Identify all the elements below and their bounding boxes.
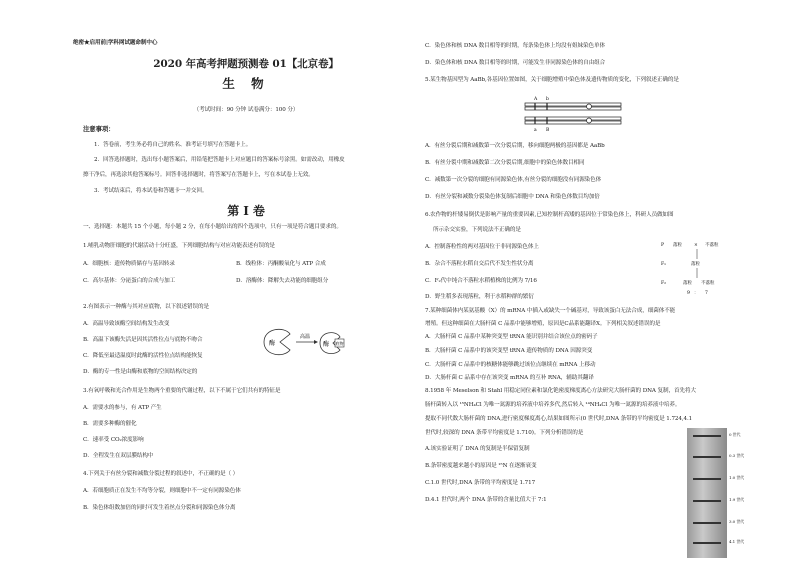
q4-option-b: B．染色体组数加倍的同时可发生着丝点分裂和同源染色体分离 <box>83 505 236 511</box>
f2-left: 落粒 <box>683 281 692 286</box>
q6-option-d: D．野生稻多表现落粒，利于水稻种群的繁衍 <box>425 294 534 300</box>
f2-right: 不落粒 <box>701 281 715 286</box>
gene-B-label: B <box>546 128 550 133</box>
q2-option-a: A．高温导致该酶空间结构发生改变 <box>83 321 170 327</box>
q8-option-c: C.1.0 世代时,DNA 条带的平均密度是 1.717 <box>425 480 536 486</box>
heat-label: 高温 <box>300 334 311 340</box>
gene-A-label: A <box>534 97 538 102</box>
ratio-sep: ： <box>694 291 699 296</box>
chromatid-3 <box>525 117 621 120</box>
q4-stem: 4.下列关于有丝分裂和减数分裂过程的叙述中，不正确的是（ ） <box>83 471 239 477</box>
gel-label-4: 3.0 世代 <box>729 519 745 524</box>
gene-b-label: b <box>546 97 549 102</box>
enzyme-shape-normal <box>264 329 290 354</box>
q5-option-a: A．有丝分裂后期和减数第一次分裂后期，移向细胞两极的基因都是 AaBb <box>425 143 605 149</box>
q8-option-d: D.4.1 世代时,两个 DNA 条带的含量比值大于 7:1 <box>425 497 547 503</box>
chromatid-4 <box>525 121 621 124</box>
q8-option-a: A.该实验证明了 DNA 的复制是半保留复制 <box>425 446 530 452</box>
f1-value: 落粒 <box>691 262 700 267</box>
paper-title: 2020 年高考押题预测卷 01【北京卷】 <box>153 58 339 70</box>
q6-option-c: C．F₂代中纯合不落粒水稻植株的比例为 7/16 <box>425 278 537 284</box>
q2-option-b: B．高温下该酶失活是因其活性位点与底物不吻合 <box>83 337 203 343</box>
q1-option-d: D．溶酶体：降解失去功能的细胞组分 <box>236 278 329 284</box>
notice-2: 2．回答选择题时，选出每小题答案后，用铅笔把答题卡上对应题目的答案标号涂黑。如需改动，用橡皮 <box>94 157 345 163</box>
gel-label-3: 1.9 世代 <box>729 497 745 502</box>
chromatid-2 <box>525 107 621 110</box>
gel-label-5: 4.1 世代 <box>729 539 745 544</box>
notice-2-cont: 擦干净后，再选涂其他答案标号。回答非选择题时，将答案写在答题卡上，写在本试卷上无效。 <box>83 172 314 178</box>
gel-strip <box>687 428 727 558</box>
q8-stem-1: 8.1958 年 Meselson 和 Stahl 用稳定同位素和氯化铯密度梯度离心方法研究大肠杆菌的 DNA 复制，首先将大 <box>425 388 696 394</box>
q8-option-b: B.条带密度越来越小的原因是 ¹⁵N 在逐渐衰变 <box>425 463 537 469</box>
secret-label: 绝密★启用前|学科网试题命制中心 <box>73 40 158 46</box>
gel-label-0: 0 世代 <box>729 432 741 437</box>
notice-1: 1．答卷前，考生务必将自己的姓名、准考证号填写在答题卡上。 <box>94 142 252 148</box>
q1-option-b: B．线粒体：丙酮酸氧化与 ATP 合成 <box>236 261 326 267</box>
p-left: 落粒 <box>673 243 682 248</box>
q6-stem-1: 6.农作物的杆矮易倒伏是影响产量的重要因素,已知控制杆高矮的基因位于常染色体上，科研人员做如图 <box>425 212 674 218</box>
q7-option-d: D．大肠杆菌 C 品系中存在该突变 mRNA 的互补 RNA，辅助其翻译 <box>425 375 594 381</box>
q7-option-c: C．大肠杆菌 C 品系中的核糖体能够跳过该位点继续在 mRNA 上移动 <box>425 362 596 368</box>
chromatid-1 <box>525 103 621 106</box>
cross-diagram <box>661 238 739 300</box>
q7-stem-2: 增殖。但这种细菌在大肠杆菌 C 品系中能够增殖，原因是C品系能翻译X。下列相关叙述错误的是 <box>425 321 661 327</box>
q4-option-a: A．若细胞质正在发生不均等分裂，则细胞中不一定有同源染色体 <box>83 488 241 494</box>
subject-title: 生 物 <box>222 76 270 91</box>
exam-info: （考试时间：90 分钟 试卷满分：100 分） <box>193 107 299 113</box>
ratio-left: 9 <box>687 291 690 296</box>
q2-option-d: D．酶的专一性是由酶和底物的空间结构决定的 <box>83 369 198 375</box>
gene-a-label: a <box>534 128 537 133</box>
centrifuge-gel-photo <box>687 428 757 558</box>
gel-label-2: 1.0 世代 <box>729 475 745 480</box>
enzyme-label-2: 酶 <box>323 341 330 348</box>
f2-label: F₂ <box>661 281 666 286</box>
q1-stem: 1.哺乳动物肝细胞的代谢活动十分旺盛，下列细胞结构与对应功能表述有误的是 <box>83 243 275 249</box>
left-column <box>73 0 406 562</box>
q3-option-c: C．速率受 CO₂浓度影响 <box>83 437 144 443</box>
part-title: 第 Ⅰ 卷 <box>227 204 265 218</box>
enzyme-label: 酶 <box>269 340 276 347</box>
band-41 <box>693 542 721 544</box>
enzyme-figure <box>260 322 346 362</box>
notice-heading: 注意事项： <box>83 125 115 133</box>
band-19 <box>693 500 721 502</box>
q5-option-c: C．减数第一次分裂的细胞有同源染色体,有丝分裂的细胞没有同源染色体 <box>425 177 602 183</box>
q4-option-d: D．染色体和核 DNA 数目相等的时期，可能发生非同源染色体的自由组合 <box>425 60 606 66</box>
q8-stem-4: 世代时,较深的 DNA 条带平均密度是 1.710)。下列分析错误的是 <box>425 430 584 436</box>
q6-option-a: A．控制落粒性的两对基因位于非同源染色体上 <box>425 244 539 250</box>
substrate-label: 底物 <box>335 341 344 346</box>
q3-option-a: A．需要水的参与，有 ATP 产生 <box>83 405 162 411</box>
band-03 <box>693 456 721 458</box>
q3-option-d: D．全程发生在双层膜结构中 <box>83 453 154 459</box>
q6-stem-2: 所示杂交实验，下列说法不正确的是 <box>433 227 521 233</box>
q2-stem: 2.有图表示一种酶与其对应底物，以下叙述错误的是 <box>83 304 210 310</box>
centromere-2 <box>587 118 592 123</box>
q3-stem: 3.有氧呼吸和光合作用是生物两个重要的代谢过程，以下不属于它们共有的特征是 <box>83 388 281 394</box>
right-column <box>425 0 763 562</box>
q1-option-c: C．高尔基体：分泌蛋白的合成与加工 <box>83 278 176 284</box>
chromosome-figure <box>521 94 631 134</box>
cross-sign: × <box>694 243 698 248</box>
section-intro: 一、选择题：本题共 15 个小题，每小题 2 分，在每小题给出的四个选项中，只有一项是符合题目要求的。 <box>83 224 342 230</box>
q8-stem-3: 提取不同代数大肠杆菌的 DNA,进行密度梯度离心,结果如图所示(0 世代时,DNA 条带的平均密度是 1.724,4.1 <box>425 416 693 422</box>
ratio-right: 7 <box>705 291 708 296</box>
band-0 <box>693 435 721 437</box>
arrow-head-icon <box>314 340 318 344</box>
q6-option-b: B．杂合不落粒水稻自交后代不发生性状分离 <box>425 261 534 267</box>
band-10 <box>693 478 721 480</box>
notice-3: 3．考试结束后，将本试卷和答题卡一并交回。 <box>94 188 208 194</box>
q2-option-c: C．降低至最适温度时此酶的活性位点结构能恢复 <box>83 353 203 359</box>
q5-option-d: D．有丝分裂和减数分裂染色体复制后细胞中 DNA 和染色体数目均加倍 <box>425 194 600 200</box>
q7-stem-1: 7.某种细菌体内某氨基酸（X）的 mRNA 中插入或缺失一个碱基对，导致该蛋白无法合成，细菌体不能 <box>425 308 676 314</box>
q1-option-a: A．细胞核：遗传物质储存与基因转录 <box>83 261 175 267</box>
q5-stem: 5.某生物基因型为 AaBb,各基因位置如图，关于细胞增殖中染色体及遗传物质的变化，下列叙述正确的是 <box>425 77 679 83</box>
q7-option-a: A．大肠杆菌 C 品系中某种突变型 tRNA 能识别并结合该位点的密码子 <box>425 334 598 340</box>
q3-option-b: B．需要多种酶的催化 <box>83 421 137 427</box>
q5-option-b: B．有丝分裂中期和减数第二次分裂后期,细胞中的染色体数目相同 <box>425 160 585 166</box>
f1-label: F₁ <box>661 262 666 267</box>
centromere-1 <box>587 104 592 109</box>
band-30 <box>693 522 721 524</box>
gel-label-1: 0.3 世代 <box>729 453 745 458</box>
p-right: 不落粒 <box>705 243 719 248</box>
q7-option-b: B．大肠杆菌 C 品系中的该突变型 tRNA 遗传物质的 DNA 因源突变 <box>425 348 593 354</box>
q4-option-c: C．染色体和核 DNA 数目相等的时期，每条染色体上均没有姐妹染色单体 <box>425 43 605 49</box>
q8-stem-2: 肠杆菌转入以 ¹⁵NH₄Cl 为唯一氮源的培养液中培养多代,然后转入 ¹⁴NH₄Cl 为唯一氮源的培养液中培养。 <box>425 402 681 408</box>
p-label: P <box>661 243 665 248</box>
